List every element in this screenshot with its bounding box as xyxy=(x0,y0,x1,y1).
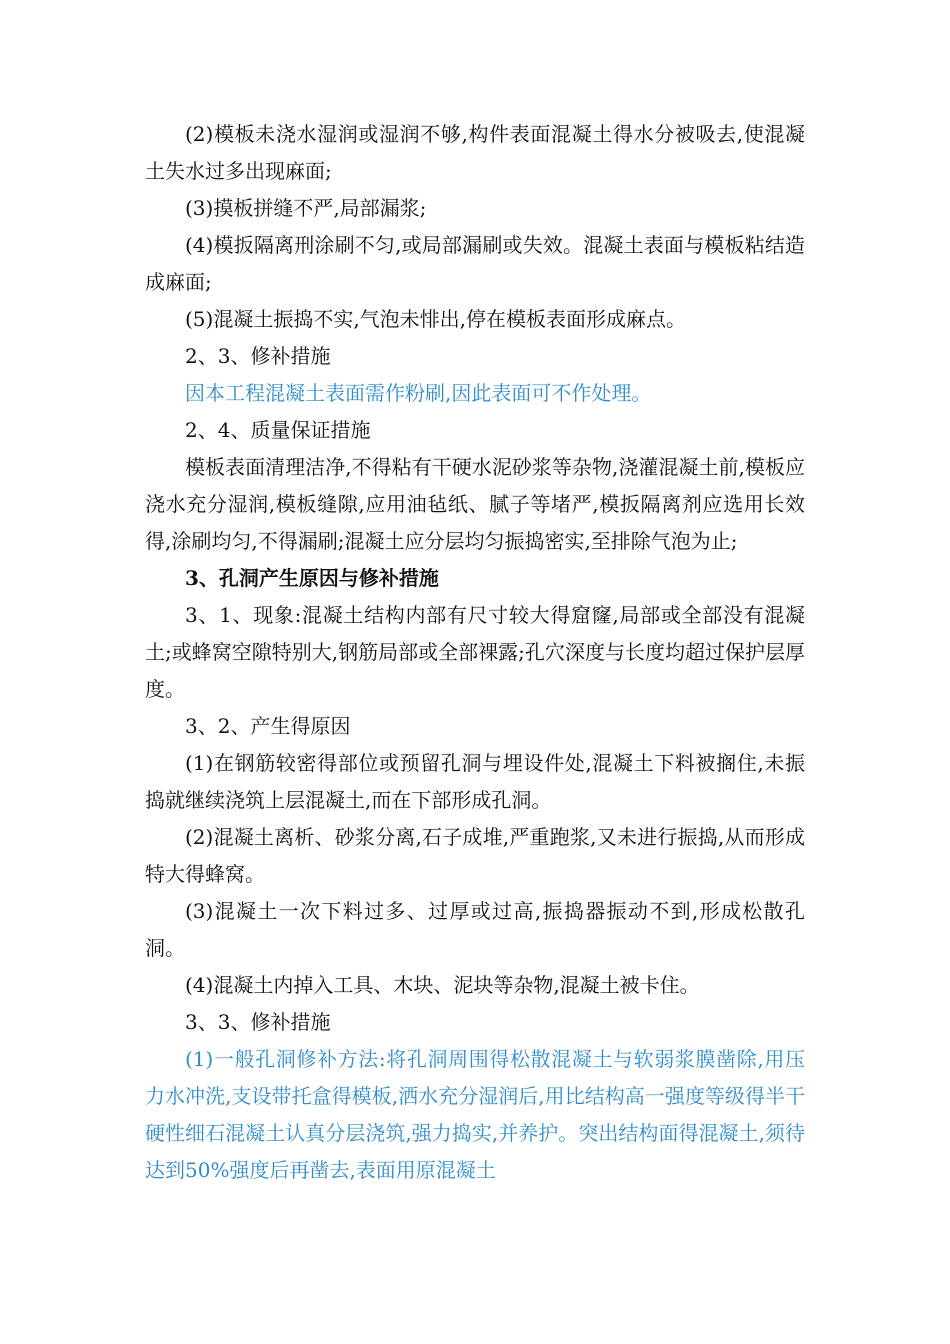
phenomenon-paragraph-3-1: 3、1、现象:混凝土结构内部有尺寸较大得窟窿,局部或全部没有混凝土;或蜂窝空隙特别大,钢筋局部或全部裸露;孔穴深度与长度均超过保护层厚度。 xyxy=(145,603,805,701)
paragraph-template-cause-5: (5)混凝土振捣不实,气泡未悱出,停在模板表面形成麻点。 xyxy=(185,307,687,331)
section-heading-3-2: 3、2、产生得原因 xyxy=(185,714,351,738)
repair-method-paragraph-1: (1)一般孔洞修补方法:将孔洞周围得松散混凝土与软弱浆膜凿除,用压力水冲洗,支设带托盒得模板,洒水充分湿润后,用比结构高一强度等级得半干硬性细石混凝土认真分层浇筑,强力捣实,并养护。突出结构面得混凝土,须待达到50%强度后再凿去,表面用原混凝土 xyxy=(145,1047,805,1182)
paragraph-template-cause-3: (3)摸板拼缝不严,局部漏浆; xyxy=(185,196,427,220)
paragraph-template-cause-4: (4)模扳隔离刑涂刷不匀,或局部漏刷或失效。混凝土表面与模板粘结造成麻面; xyxy=(145,233,805,294)
section-heading-2-4: 2、4、质量保证措施 xyxy=(185,418,371,442)
cause-paragraph-1: (1)在钢筋较密得部位或预留孔洞与埋设件处,混凝土下料被搁住,未振捣就继续浇筑上层混凝土,而在下部形成孔洞。 xyxy=(145,751,805,812)
paragraph-template-cause-2: (2)模板未浇水湿润或湿润不够,构件表面混凝土得水分被吸去,使混凝土失水过多出现麻面; xyxy=(145,122,805,183)
cause-paragraph-2: (2)混凝土离析、砂浆分离,石子成堆,严重跑浆,又未进行振捣,从而形成特大得蜂窝。 xyxy=(145,825,805,886)
repair-note-2-3: 因本工程混凝土表面需作粉刷,因此表面可不作处理。 xyxy=(185,381,652,405)
chapter-heading-3: 3、孔洞产生原因与修补措施 xyxy=(185,566,439,590)
quality-measures-paragraph: 模板表面清理洁净,不得粘有干硬水泥砂浆等杂物,浇灌混凝土前,模板应浇水充分湿润,模板缝隙,应用油毡纸、腻子等堵严,模扳隔离剂应选用长效得,涂刷均匀,不得漏刷;混凝土应分层均匀振捣密实,至排除气泡为止; xyxy=(145,455,805,553)
cause-paragraph-4: (4)混凝土内掉入工具、木块、泥块等杂物,混凝土被卡住。 xyxy=(185,973,700,997)
document-page xyxy=(145,116,805,1189)
section-heading-2-3: 2、3、修补措施 xyxy=(185,344,331,368)
section-heading-3-3: 3、3、修补措施 xyxy=(185,1010,331,1034)
cause-paragraph-3: (3)混凝土一次下料过多、过厚或过高,振捣器振动不到,形成松散孔洞。 xyxy=(145,899,805,960)
